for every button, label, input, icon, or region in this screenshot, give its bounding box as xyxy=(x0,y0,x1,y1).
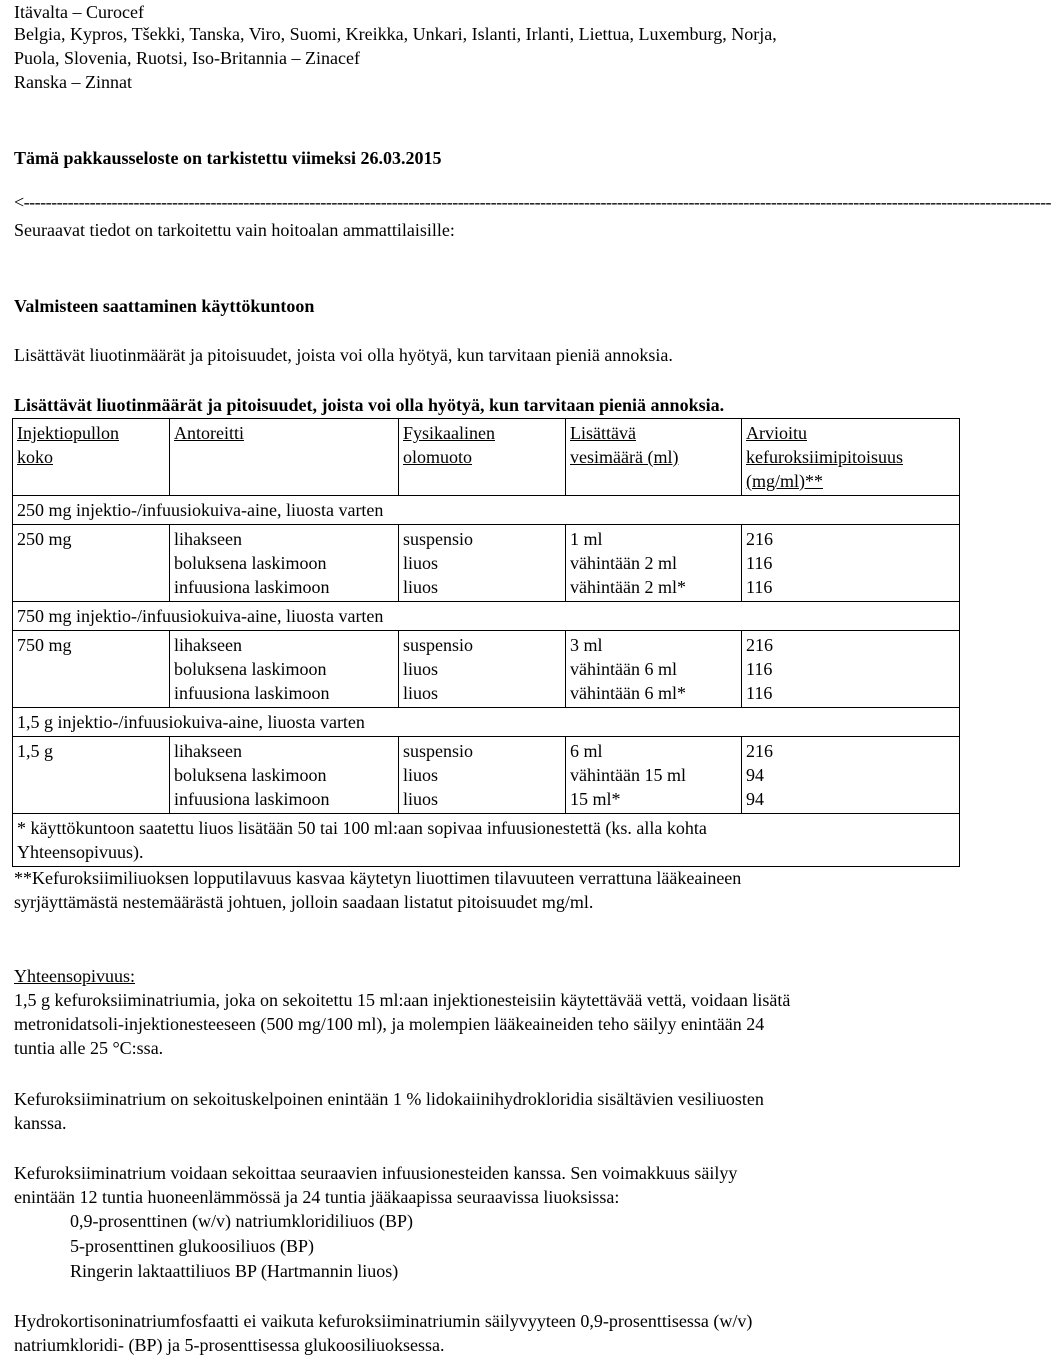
table-caption: Lisättävät liuotinmäärät ja pitoisuudet, joista voi olla hyötyä, kun tarvitaan pieniä annoksia. xyxy=(14,395,725,415)
form: suspensio xyxy=(403,741,474,761)
route: boluksena laskimoon xyxy=(174,553,327,573)
water: vähintään 15 ml xyxy=(570,765,686,785)
header-text: vesimäärä (ml) xyxy=(570,447,679,467)
route: boluksena laskimoon xyxy=(174,659,327,679)
country-line-3: Puola, Slovenia, Ruotsi, Iso-Britannia – Zinacef xyxy=(14,48,360,68)
section-title: Valmisteen saattaminen käyttökuntoon xyxy=(14,296,315,316)
header-text: (mg/ml)** xyxy=(746,471,823,491)
footnote-line: Yhteensopivuus). xyxy=(17,842,144,862)
country-line-4: Ranska – Zinnat xyxy=(14,72,132,92)
solution-list-item: Ringerin laktaattiliuos BP (Hartmannin liuos) xyxy=(70,1261,399,1281)
route: infuusiona laskimoon xyxy=(174,789,330,809)
compat-p3-line-2: enintään 12 tuntia huoneenlämmössä ja 24 tuntia jääkaapissa seuraavissa liuoksissa: xyxy=(14,1187,620,1207)
dosage-table xyxy=(12,418,960,867)
concentration-cell xyxy=(742,631,960,708)
water-cell xyxy=(566,737,742,814)
header-text: Injektiopullon xyxy=(17,423,119,443)
header-vial-size xyxy=(13,419,170,496)
cut-separator: <------------------------------------------------------------------------------------------------------------------------------------------------------------------------------------------- xyxy=(14,192,1051,212)
compatibility-title: Yhteensopivuus: xyxy=(14,966,135,986)
header-route xyxy=(170,419,399,496)
water: 15 ml* xyxy=(570,789,621,809)
group-title: 750 mg injektio-/infuusiokuiva-aine, liuosta varten xyxy=(13,602,960,631)
table-row xyxy=(13,737,960,814)
concentration: 94 xyxy=(746,765,764,785)
footnote-2-line-1: **Kefuroksiimiliuoksen lopputilavuus kasvaa käytetyn liuottimen tilavuuteen verrattuna lääkeaineen xyxy=(14,868,742,888)
vial-size-cell: 250 mg xyxy=(13,525,170,602)
country-line-1: Itävalta – Curocef xyxy=(14,2,144,22)
group-title-row xyxy=(13,602,960,631)
route: lihakseen xyxy=(174,529,242,549)
concentration: 94 xyxy=(746,789,764,809)
form: suspensio xyxy=(403,529,474,549)
group-title: 1,5 g injektio-/infuusiokuiva-aine, liuosta varten xyxy=(13,708,960,737)
form: liuos xyxy=(403,659,439,679)
water: vähintään 6 ml xyxy=(570,659,677,679)
water: vähintään 6 ml* xyxy=(570,683,686,703)
table-row xyxy=(13,631,960,708)
concentration: 116 xyxy=(746,659,773,679)
concentration: 216 xyxy=(746,635,773,655)
solution-list-item: 0,9-prosenttinen (w/v) natriumkloridiliuos (BP) xyxy=(70,1211,413,1231)
header-text: Fysikaalinen xyxy=(403,423,495,443)
compat-p3-line-1: Kefuroksiiminatrium voidaan sekoittaa seuraavien infuusionesteiden kanssa. Sen voimakkuus säilyy xyxy=(14,1163,738,1183)
route: infuusiona laskimoon xyxy=(174,577,330,597)
form: liuos xyxy=(403,577,439,597)
vial-size-cell: 750 mg xyxy=(13,631,170,708)
route: lihakseen xyxy=(174,741,242,761)
country-line-2: Belgia, Kypros, Tšekki, Tanska, Viro, Suomi, Kreikka, Unkari, Islanti, Irlanti, Liettua, Luxemburg, Norja, xyxy=(14,24,777,44)
route: lihakseen xyxy=(174,635,242,655)
header-text: koko xyxy=(17,447,53,467)
header-text: Antoreitti xyxy=(174,423,244,443)
solution-list-item: 5-prosenttinen glukoosiliuos (BP) xyxy=(70,1236,314,1256)
concentration: 116 xyxy=(746,577,773,597)
header-form xyxy=(399,419,566,496)
form-cell xyxy=(399,737,566,814)
section-intro: Lisättävät liuotinmäärät ja pitoisuudet, joista voi olla hyötyä, kun tarvitaan pieniä annoksia. xyxy=(14,345,673,365)
form: liuos xyxy=(403,553,439,573)
route: infuusiona laskimoon xyxy=(174,683,330,703)
form: suspensio xyxy=(403,635,474,655)
route: boluksena laskimoon xyxy=(174,765,327,785)
concentration: 116 xyxy=(746,683,773,703)
header-concentration xyxy=(742,419,960,496)
water: 6 ml xyxy=(570,741,603,761)
footnote-2-line-2: syrjäyttämästä nestemäärästä johtuen, jolloin saadaan listatut pitoisuudet mg/ml. xyxy=(14,892,594,912)
form: liuos xyxy=(403,789,439,809)
concentration-cell xyxy=(742,737,960,814)
water: vähintään 2 ml* xyxy=(570,577,686,597)
route-cell xyxy=(170,737,399,814)
compat-p2-line-1: Kefuroksiiminatrium on sekoituskelpoinen enintään 1 % lidokaiinihydrokloridia sisältävien vesiliuosten xyxy=(14,1089,764,1109)
water: 1 ml xyxy=(570,529,603,549)
compat-p4-line-2: natriumkloridi- (BP) ja 5-prosenttisessa glukoosiliuoksessa. xyxy=(14,1335,445,1355)
compat-p1-line-1: 1,5 g kefuroksiiminatriumia, joka on sekoitettu 15 ml:aan injektionesteisiin käytettävää vettä, voidaan lisätä xyxy=(14,990,791,1010)
compat-p4-line-1: Hydrokortisoninatriumfosfaatti ei vaikuta kefuroksiiminatriumin säilyvyyteen 0,9-prosenttisessa (w/v) xyxy=(14,1311,753,1331)
form: liuos xyxy=(403,765,439,785)
header-text: kefuroksiimipitoisuus xyxy=(746,447,903,467)
footnote-row xyxy=(13,814,960,867)
header-text: Arvioitu xyxy=(746,423,807,443)
table-footnote xyxy=(13,814,960,867)
group-title-row xyxy=(13,708,960,737)
water-cell xyxy=(566,525,742,602)
footnote-line: * käyttökuntoon saatettu liuos lisätään 50 tai 100 ml:aan sopivaa infuusionestettä (ks. alla kohta xyxy=(17,818,707,838)
concentration: 216 xyxy=(746,741,773,761)
water: vähintään 2 ml xyxy=(570,553,677,573)
form-cell xyxy=(399,631,566,708)
water-cell xyxy=(566,631,742,708)
form-cell xyxy=(399,525,566,602)
vial-size-cell: 1,5 g xyxy=(13,737,170,814)
route-cell xyxy=(170,525,399,602)
table-header-row xyxy=(13,419,960,496)
concentration-cell xyxy=(742,525,960,602)
compat-p1-line-3: tuntia alle 25 °C:ssa. xyxy=(14,1038,164,1058)
compat-p2-line-2: kanssa. xyxy=(14,1113,67,1133)
compat-p1-line-2: metronidatsoli-injektionesteeseen (500 mg/100 ml), ja molempien lääkeaineiden teho säilyy enintään 24 xyxy=(14,1014,765,1034)
form: liuos xyxy=(403,683,439,703)
professionals-intro: Seuraavat tiedot on tarkoitettu vain hoitoalan ammattilaisille: xyxy=(14,220,455,240)
route-cell xyxy=(170,631,399,708)
group-title-row xyxy=(13,496,960,525)
water: 3 ml xyxy=(570,635,603,655)
revision-date: Tämä pakkausseloste on tarkistettu viimeksi 26.03.2015 xyxy=(14,148,442,168)
header-text: Lisättävä xyxy=(570,423,636,443)
concentration: 116 xyxy=(746,553,773,573)
header-text: olomuoto xyxy=(403,447,473,467)
table-row xyxy=(13,525,960,602)
header-water xyxy=(566,419,742,496)
group-title: 250 mg injektio-/infuusiokuiva-aine, liuosta varten xyxy=(13,496,960,525)
concentration: 216 xyxy=(746,529,773,549)
